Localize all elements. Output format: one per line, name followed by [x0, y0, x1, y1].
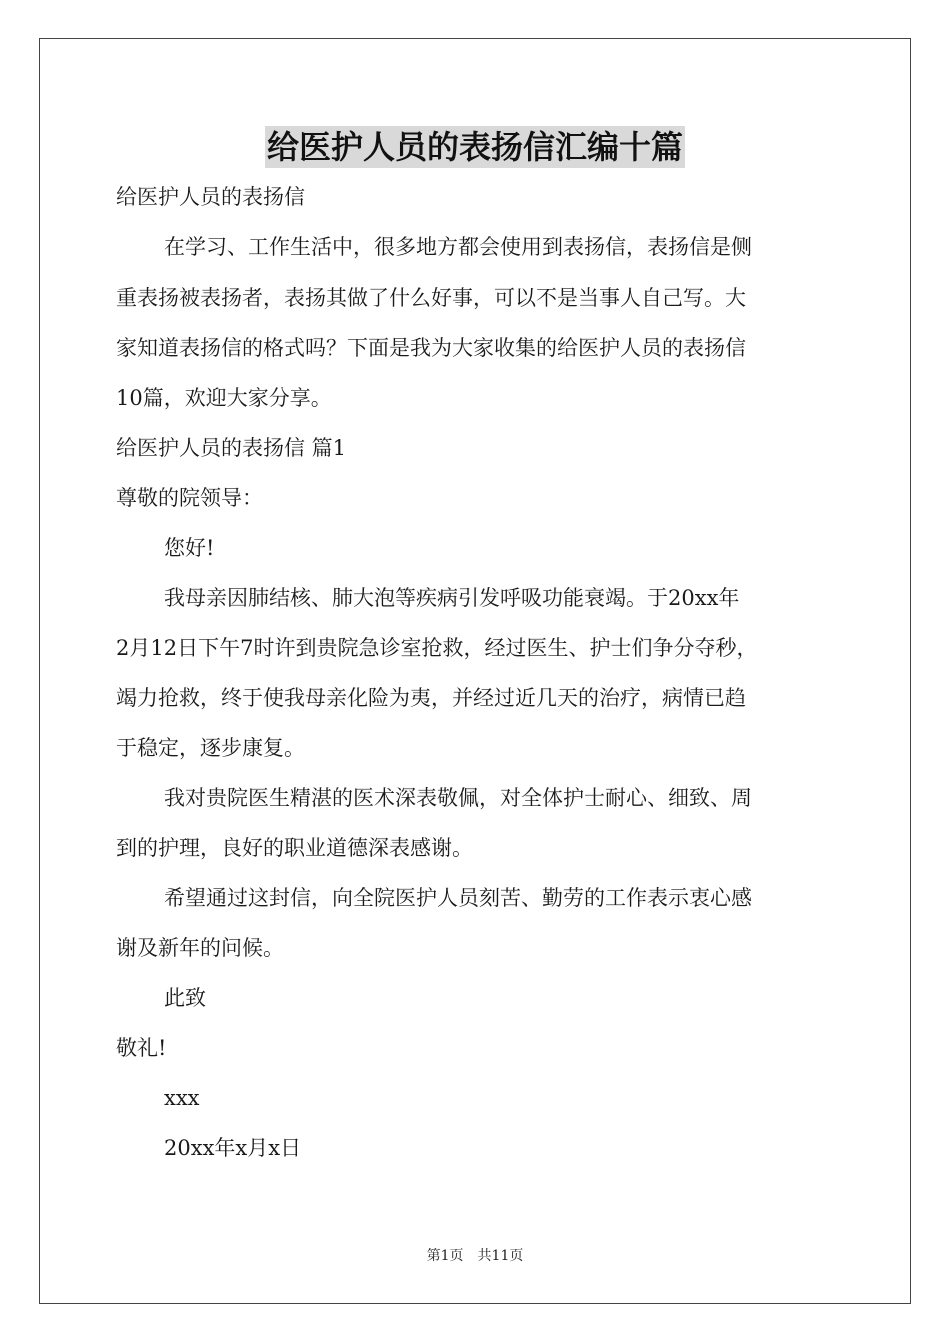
paragraph-line: 到的护理，良好的职业道德深表感谢。 — [116, 836, 473, 860]
document-title: 给医护人员的表扬信汇编十篇 — [266, 128, 683, 166]
page-footer — [0, 1246, 950, 1266]
signature: xxx — [164, 1086, 200, 1110]
section-heading: 给医护人员的表扬信 篇1 — [116, 436, 347, 460]
paragraph-line: 我母亲因肺结核、肺大泡等疾病引发呼吸功能衰竭。于20xx年 — [164, 586, 740, 610]
paragraph-line: 2月12日下午7时许到贵院急诊室抢救，经过医生、护士们争分夺秒， — [116, 636, 758, 660]
paragraph-line: 竭力抢救，终于使我母亲化险为夷，并经过近几天的治疗，病情已趋 — [116, 686, 746, 710]
page-border — [39, 38, 911, 1304]
paragraph-line: 在学习、工作生活中，很多地方都会使用到表扬信，表扬信是侧 — [164, 235, 752, 259]
closing-salute: 敬礼! — [116, 1036, 167, 1060]
title-container — [0, 126, 950, 168]
closing-line: 此致 — [164, 986, 206, 1010]
paragraph-line: 重表扬被表扬者，表扬其做了什么好事，可以不是当事人自己写。大 — [116, 286, 746, 310]
paragraph-line: 谢及新年的问候。 — [116, 936, 284, 960]
paragraph-line: 于稳定，逐步康复。 — [116, 736, 305, 760]
date-line: 20xx年x月x日 — [164, 1136, 302, 1160]
paragraph-line: 希望通过这封信，向全院医护人员刻苦、勤劳的工作表示衷心感 — [164, 886, 752, 910]
paragraph-line: 我对贵院医生精湛的医术深表敬佩，对全体护士耐心、细致、周 — [164, 786, 752, 810]
paragraph-line: 10篇，欢迎大家分享。 — [116, 386, 332, 410]
paragraph-line: 家知道表扬信的格式吗？下面是我为大家收集的给医护人员的表扬信 — [116, 336, 746, 360]
salutation: 尊敬的院领导： — [116, 486, 263, 510]
greeting: 您好! — [164, 536, 215, 560]
page-number: 第1页 — [426, 1248, 464, 1264]
page-total: 共11页 — [477, 1248, 524, 1264]
intro-heading: 给医护人员的表扬信 — [116, 185, 305, 209]
